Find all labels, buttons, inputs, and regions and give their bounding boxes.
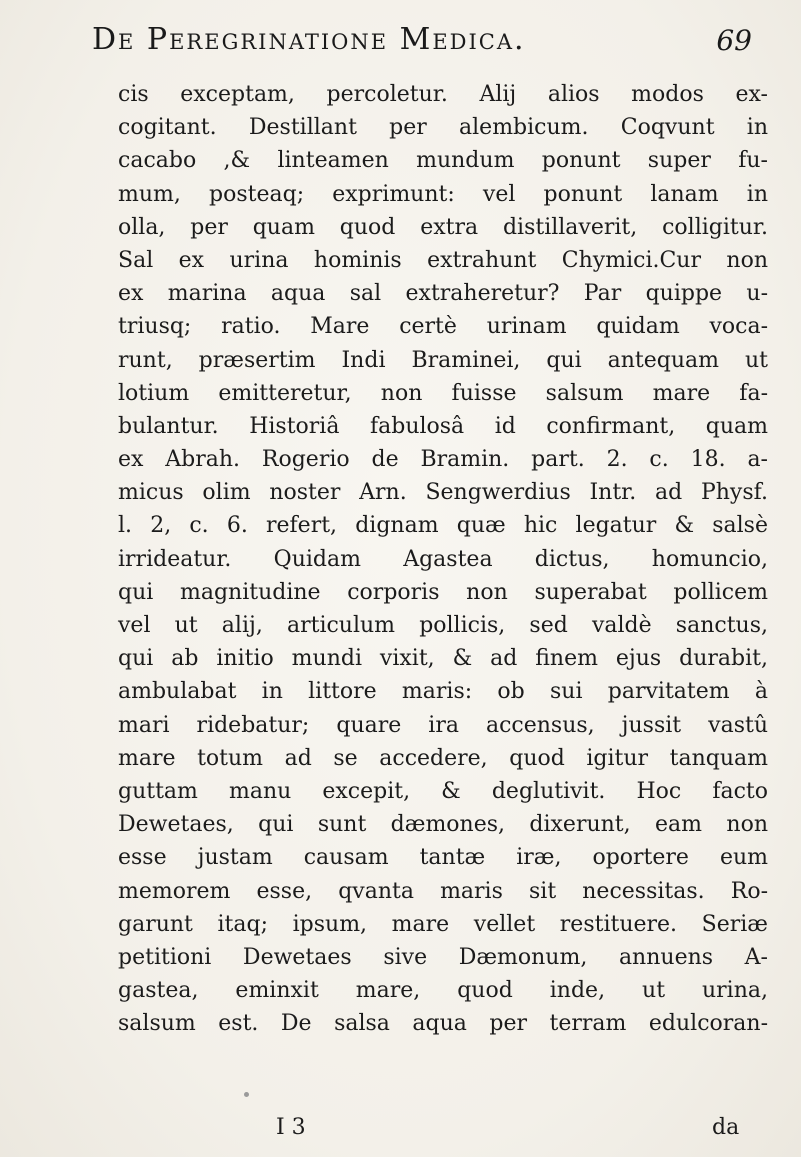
text-line: memorem esse, qvanta maris sit necessitas. Ro- [118, 878, 768, 904]
text-line: petitioni Dewetaes sive Dæmonum, annuens A- [118, 944, 768, 970]
text-line: cis exceptam, percoletur. Alij alios modos ex- [118, 82, 768, 107]
page-number: 69 [716, 24, 752, 57]
text-line: triusq; ratio. Mare certè urinam quidam voca- [118, 314, 768, 340]
text-line: vel ut alij, articulum pollicis, sed valdè sanctus, [118, 613, 768, 638]
text-line: mare totum ad se accedere, quod igitur tanquam [118, 745, 768, 771]
text-line: cogitant. Destillant per alembicum. Coqvunt in [118, 115, 768, 141]
page-header [92, 22, 752, 72]
catchword: da [712, 1115, 740, 1140]
text-line: runt, præsertim Indi Braminei, qui antequam ut [118, 347, 768, 373]
text-line: ex marina aqua sal extraheretur? Par quippe u- [118, 281, 768, 307]
signature-mark: I 3 [276, 1115, 306, 1140]
text-line: esse justam causam tantæ iræ, oportere eum [118, 845, 768, 871]
running-title: De Peregrinatione Medica. [92, 22, 526, 57]
text-line: mari ridebatur; quare ira accensus, jussit vastû [118, 712, 768, 738]
text-line: micus olim noster Arn. Sengwerdius Intr. ad Physf. [118, 480, 768, 506]
text-line: cacabo ,& linteamen mundum ponunt super fu- [118, 148, 768, 174]
text-line: qui ab initio mundi vixit, & ad finem ejus durabit, [118, 646, 768, 672]
text-line: ex Abrah. Rogerio de Bramin. part. 2. c. 18. a- [118, 447, 768, 473]
text-line: guttam manu excepit, & deglutivit. Hoc facto [118, 778, 768, 804]
text-line: gastea, eminxit mare, quod inde, ut urina, [118, 978, 768, 1004]
text-line: l. 2, c. 6. refert, dignam quæ hic legatur & salsè [118, 513, 768, 539]
text-line: bulantur. Historiâ fabulosâ id confirmant, quam [118, 413, 768, 439]
paper-speck [244, 1092, 249, 1097]
text-line: olla, per quam quod extra distillaverit, colligitur. [118, 214, 768, 240]
body-text [118, 78, 768, 1040]
text-line: Dewetaes, qui sunt dæmones, dixerunt, eam non [118, 812, 768, 838]
text-line: salsum est. De salsa aqua per terram edulcoran- [118, 1011, 768, 1037]
text-line: qui magnitudine corporis non superabat pollicem [118, 579, 768, 605]
text-line: irrideatur. Quidam Agastea dictus, homuncio, [118, 546, 768, 572]
text-line: mum, posteaq; exprimunt: vel ponunt lanam in [118, 181, 768, 207]
text-line: garunt itaq; ipsum, mare vellet restituere. Seriæ [118, 911, 768, 937]
text-line: ambulabat in littore maris: ob sui parvitatem à [118, 679, 768, 705]
text-line: Sal ex urina hominis extrahunt Chymici.Cur non [118, 247, 768, 273]
text-line: lotium emitteretur, non fuisse salsum mare fa- [118, 380, 768, 406]
